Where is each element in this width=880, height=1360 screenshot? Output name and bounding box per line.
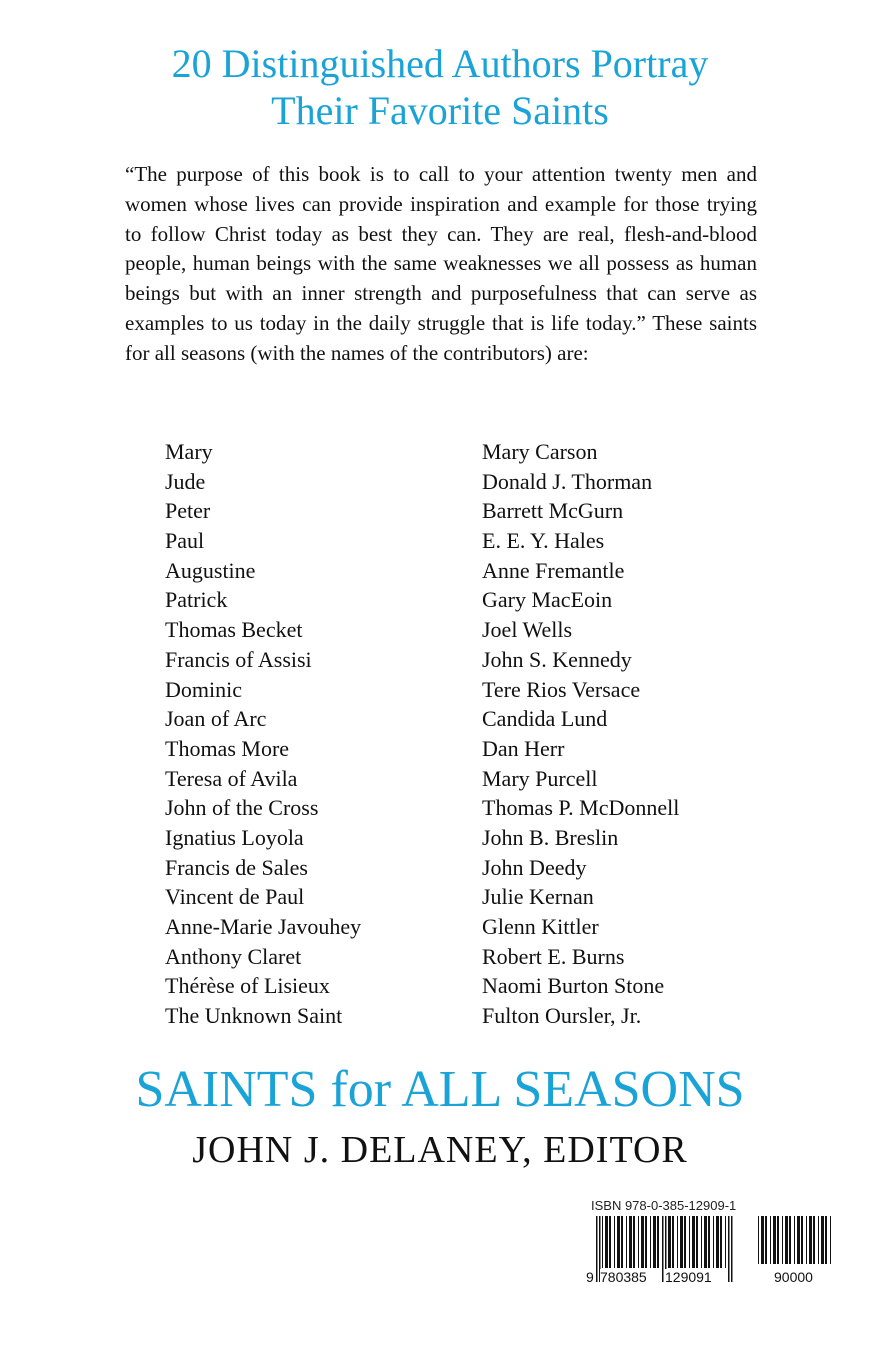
saint-name: Francis de Sales (165, 854, 308, 880)
barcode-bar (680, 1216, 683, 1268)
contributor-name: Barrett McGurn (482, 498, 624, 524)
saint-name: Thomas More (165, 735, 290, 761)
barcode-lead-digit: 9 (586, 1269, 594, 1285)
barcode-addon-digits: 90000 (774, 1269, 813, 1285)
contributor-name: Glenn Kittler (482, 914, 599, 939)
barcode-bar (692, 1216, 695, 1268)
barcode-bar (657, 1216, 659, 1268)
barcode-bar (777, 1216, 779, 1264)
barcode (586, 1216, 846, 1300)
barcode-bar (801, 1216, 803, 1264)
barcode-bar (638, 1216, 639, 1268)
barcode-bar (813, 1216, 815, 1264)
barcode-bar (617, 1216, 620, 1268)
saint-name: Vincent de Paul (165, 884, 305, 910)
saints-column (165, 437, 361, 1031)
barcode-bar (821, 1216, 824, 1264)
saint-name: Anne-Marie Javouhey (165, 914, 362, 939)
saint-name: Augustine (165, 557, 256, 583)
contributor-name: John S. Kennedy (482, 646, 632, 672)
editor-credit: JOHN J. DELANEY, EDITOR (192, 1129, 688, 1171)
back-cover-headline (60, 40, 820, 134)
barcode-bar (782, 1216, 783, 1264)
barcode-bar (614, 1216, 615, 1268)
barcode-bar (785, 1216, 788, 1264)
saint-name: Thérèse of Lisieux (165, 973, 330, 999)
barcode-bar (641, 1216, 644, 1268)
saint-name: Ignatius Loyola (165, 824, 304, 850)
barcode-bar (716, 1216, 719, 1268)
book-title: SAINTS for ALL SEASONS (135, 1061, 745, 1118)
contributor-name: Anne Fremantle (482, 557, 625, 583)
contributor-name: Tere Rios Versace (482, 676, 641, 702)
headline-line-1: 20 Distinguished Authors Portray (171, 41, 709, 86)
saint-name: Paul (165, 528, 205, 554)
barcode-bar (789, 1216, 791, 1264)
contributor-name: Naomi Burton Stone (482, 973, 665, 999)
saint-name: Dominic (165, 676, 242, 702)
contributor-name: Thomas P. McDonnell (482, 795, 680, 821)
barcode-guard-bar (596, 1216, 598, 1282)
saint-name: The Unknown Saint (165, 1003, 343, 1029)
saint-name: Mary (165, 439, 213, 464)
barcode-bar (809, 1216, 812, 1264)
contributors-column (482, 437, 679, 1031)
contributor-name: Joel Wells (482, 617, 573, 643)
barcode-bar (830, 1216, 831, 1264)
barcode-bar (720, 1216, 722, 1268)
contributor-name: John Deedy (482, 854, 587, 880)
contributor-name: John B. Breslin (482, 824, 619, 850)
barcode-bar (806, 1216, 807, 1264)
contributor-name: Donald J. Thorman (482, 468, 653, 494)
barcode-bar (773, 1216, 776, 1264)
saint-name: Thomas Becket (165, 617, 303, 643)
saint-name: Jude (165, 468, 206, 494)
barcode-bar (797, 1216, 800, 1264)
barcode-bar (761, 1216, 764, 1264)
barcode-bar (684, 1216, 686, 1268)
saint-name: Anthony Claret (165, 943, 302, 969)
contributor-name: Fulton Oursler, Jr. (482, 1003, 642, 1029)
barcode-bar (602, 1216, 603, 1268)
barcode-guard-bar (731, 1216, 733, 1282)
barcode-bars (586, 1216, 846, 1300)
barcode-bar (668, 1216, 671, 1268)
contributor-name: Mary Purcell (482, 765, 598, 791)
contributor-name: E. E. Y. Hales (482, 528, 605, 554)
barcode-bar (650, 1216, 651, 1268)
barcode-bar (725, 1216, 726, 1268)
saint-name: Patrick (165, 587, 228, 613)
barcode-bar (770, 1216, 771, 1264)
barcode-bar (825, 1216, 827, 1264)
barcode-guard-bar (662, 1216, 664, 1282)
barcode-bar (708, 1216, 710, 1268)
barcode-bar (629, 1216, 632, 1268)
barcode-bar (605, 1216, 608, 1268)
barcode-bar (689, 1216, 690, 1268)
barcode-bar (713, 1216, 714, 1268)
barcode-bar (621, 1216, 623, 1268)
barcode-bar (677, 1216, 678, 1268)
barcode-bar (609, 1216, 611, 1268)
barcode-bar (633, 1216, 635, 1268)
headline-line-2: Their Favorite Saints (271, 88, 609, 133)
barcode-bar (794, 1216, 795, 1264)
barcode-bar (653, 1216, 656, 1268)
barcode-bar (672, 1216, 674, 1268)
barcode-bar (758, 1216, 759, 1264)
contributor-name: Candida Lund (482, 706, 608, 732)
barcode-bar (701, 1216, 702, 1268)
contributor-name: Dan Herr (482, 735, 565, 761)
barcode-left-digits: 780385 (600, 1269, 647, 1285)
barcode-guard-bar (728, 1216, 730, 1282)
barcode-bar (704, 1216, 707, 1268)
contributor-name: Robert E. Burns (482, 943, 625, 969)
barcode-bar (696, 1216, 698, 1268)
saint-name: Francis of Assisi (165, 646, 312, 672)
contributor-name: Gary MacEoin (482, 587, 613, 613)
contributor-name: Mary Carson (482, 439, 598, 464)
barcode-bar (818, 1216, 819, 1264)
saint-name: Joan of Arc (165, 706, 267, 732)
barcode-bar (765, 1216, 767, 1264)
barcode-bar (645, 1216, 647, 1268)
barcode-right-digits: 129091 (665, 1269, 712, 1285)
isbn-label: ISBN 978-0-385-12909-1 (591, 1198, 737, 1213)
saint-name: Teresa of Avila (165, 765, 298, 791)
contributor-name: Julie Kernan (482, 884, 594, 910)
saint-name: John of the Cross (165, 795, 319, 821)
barcode-bar (626, 1216, 627, 1268)
saint-name: Peter (165, 498, 211, 524)
blurb-paragraph: “The purpose of this book is to call to your attention twenty men and women whose lives can provide inspiration and example for those trying to follow Christ today as best they can. They are real, flesh-and-blood people, human beings with the same weaknesses we all possess as human beings but with an inner strength and purposefulness that can serve as examples to us today in the daily struggle that is life today.” These saints for all seasons (with the names of the contributors) are: (125, 162, 757, 365)
